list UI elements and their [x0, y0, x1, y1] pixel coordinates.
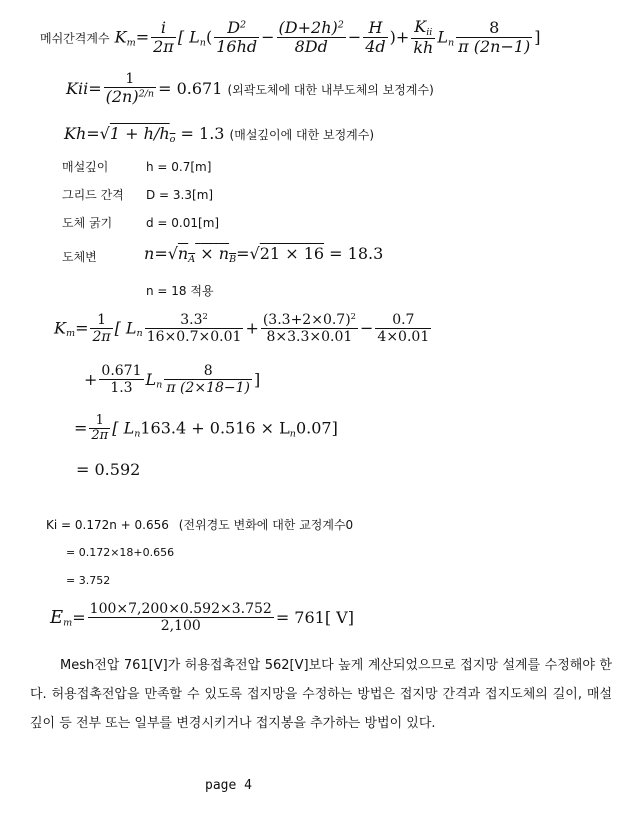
eq-kmc-eq: = — [75, 318, 89, 338]
eq-kmc-step2-coef — [89, 414, 110, 444]
eq-km-f5-num: 8 — [456, 19, 532, 38]
eq-n-result: = 18.3 — [329, 244, 384, 263]
eq-kmc-ln-sub: n — [136, 328, 143, 340]
eq-n-label: 도체변 — [62, 250, 97, 264]
param-value: h = 0.7[m] — [146, 160, 212, 174]
eq-kmc-step2-a: [ L — [112, 418, 135, 438]
eq-km-minus1: − — [261, 27, 275, 47]
eq-km-coef-den: 2π — [153, 37, 174, 56]
eq-n-eq: = — [154, 244, 168, 263]
eq-kii-eq: = — [88, 78, 102, 98]
eq-kh-sqrt: √ — [99, 124, 110, 143]
eq-kmc-step2-a-sub: n — [134, 428, 141, 440]
eq-kmc-step2-c: 0.07] — [295, 418, 338, 438]
param-label: 매설깊이 — [62, 160, 109, 174]
eq-ki-note: (전위경도 변화에 대한 교정계수0 — [178, 518, 354, 532]
eq-kmc-f5 — [164, 364, 252, 396]
eq-kii-den: (2n) — [105, 87, 139, 107]
eq-kmc-f2-sup: 2 — [350, 311, 357, 321]
eq-kmc-coef-den: 2π — [92, 328, 111, 345]
eq-kmc-step3: = 0.592 — [76, 460, 141, 479]
eq-n-sqrt: √ — [167, 244, 178, 263]
eq-kmc-lhs-sub: m — [65, 328, 76, 340]
eq-km-calc-line2 — [84, 364, 260, 396]
eq-km-ln-sub: n — [199, 37, 206, 49]
eq-km-ln2: L — [437, 27, 448, 47]
eq-kmc-f3-den: 4×0.01 — [377, 328, 430, 345]
eq-km-f2-den: 8Dd — [294, 37, 328, 56]
eq-ki-line2: = 0.172×18+0.656 — [66, 546, 175, 559]
eq-kmc-f3-num: 0.7 — [375, 313, 431, 329]
eq-kmc-plus2: + — [84, 369, 98, 389]
eq-km-coef — [151, 19, 176, 56]
param-row — [62, 214, 219, 231]
eq-kmc-minus: − — [360, 318, 374, 338]
eq-km-paren-open: ( — [205, 27, 213, 47]
eq-n-times: × — [200, 244, 214, 263]
eq-em-num: 100×7,200×0.592×3.752 — [89, 601, 272, 617]
eq-kmc-step2-b-sub: n — [289, 428, 296, 440]
eq-em-result: = 761[ V] — [275, 607, 354, 627]
eq-ki-line1 — [46, 516, 353, 533]
eq-km-f1-num: D — [227, 18, 241, 38]
eq-km-lhs: K — [114, 27, 127, 47]
eq-kh-radicand — [110, 124, 176, 143]
eq-kh-radicand-text: 1 + h/h — [109, 124, 170, 143]
eq-kmc-step2-b: 163.4 + 0.516 × L — [140, 418, 290, 438]
eq-kmc-coef — [90, 313, 112, 345]
eq-kmc-f1-den: 16×0.7×0.01 — [146, 329, 242, 346]
eq-kmc-f1 — [145, 312, 244, 346]
eq-km-f5 — [456, 19, 532, 56]
eq-n-applied: n = 18 적용 — [146, 284, 214, 298]
eq-n-nb-sub: B — [229, 253, 237, 265]
eq-kii-note: (외곽도체에 대한 내부도체의 보정계수) — [227, 82, 434, 97]
eq-ki-lhs: Ki — [46, 518, 58, 532]
eq-kmc-step2-eq: = — [74, 418, 88, 438]
eq-n-radicand — [178, 244, 236, 263]
eq-kii — [66, 72, 434, 107]
param-value: d = 0.01[m] — [146, 216, 220, 230]
eq-n-mid: = — [236, 244, 250, 263]
eq-kmc-open: [ L — [114, 318, 137, 338]
eq-em-lhs: E — [50, 606, 64, 628]
eq-km-f3 — [363, 19, 387, 56]
eq-em-lhs-sub: m — [63, 617, 73, 629]
eq-kmc-f1-sup: 2 — [202, 311, 208, 321]
param-value: D = 3.3[m] — [146, 188, 214, 202]
param-row — [62, 186, 213, 203]
body-paragraph: Mesh전압 761[V]가 허용접촉전압 562[V]보다 높게 계산되었으므로 접지망 설계를 수정해야 한다. 허용접촉전압을 만족할 수 있도록 접지망을 수정하는 방법은 접지망 간격과 접지도체의 길이, 매설깊이 등 전부 또는 일부를 변경시키거나 접지봉을 추가하는 방법이 있다. — [30, 658, 612, 731]
eq-km-open: [ L — [177, 27, 200, 47]
eq-kmc-f4 — [99, 364, 143, 396]
page-number: page 4 — [205, 778, 252, 793]
eq-kmc-f2 — [261, 312, 358, 346]
eq-kmc-f2-num: (3.3+2×0.7) — [262, 312, 351, 329]
param-label: 그리드 간격 — [62, 188, 124, 202]
eq-n — [144, 244, 383, 265]
eq-kmc-ln2-sub: n — [156, 379, 163, 391]
eq-kii-lhs: Kii — [66, 78, 89, 98]
eq-km-calc-line1 — [54, 312, 433, 346]
eq-km-minus2: − — [347, 27, 362, 47]
eq-km-f3-num: H — [363, 19, 387, 38]
eq-kh-result: = 1.3 — [180, 124, 225, 143]
eq-kh-note: (매설깊이에 대한 보정계수) — [229, 128, 375, 142]
eq-kmc-coef-num: 1 — [90, 313, 112, 329]
eq-km-f2 — [277, 19, 346, 56]
eq-kmc-f1-num: 3.3 — [180, 312, 203, 329]
eq-kmc-f3 — [375, 313, 431, 345]
eq-kmc-lhs: K — [54, 318, 66, 338]
eq-km-f4 — [411, 18, 435, 58]
eq-kh — [64, 124, 374, 145]
eq-km-f1-den: 16hd — [216, 37, 258, 56]
eq-kmc-f4-den: 1.3 — [110, 380, 133, 397]
eq-km-lhs-sub: m — [126, 37, 136, 49]
eq-n-na-sub: A — [188, 253, 196, 265]
eq-km-label: 메쉬간격계수 — [40, 31, 110, 46]
eq-km-paren-close: )+ — [389, 27, 410, 47]
eq-ki-line3: = 3.752 — [66, 574, 111, 587]
eq-kh-lhs: Kh — [64, 124, 87, 143]
eq-kmc-f4-num: 0.671 — [101, 363, 142, 379]
eq-km-ln2-sub: n — [447, 37, 455, 49]
eq-km-f4-sub: ii — [426, 26, 433, 38]
eq-kii-den-sup: 2/n — [138, 88, 155, 100]
eq-km-f2-num: (D+2h) — [278, 18, 338, 38]
eq-km-f2-sup: 2 — [337, 19, 344, 31]
eq-kmc-f5-num: 8 — [164, 364, 252, 380]
param-label: 도체 굵기 — [62, 216, 113, 230]
eq-kmc-step2-coef-den: 2π — [91, 428, 109, 444]
eq-kmc-f5-den: π (2×18−1) — [166, 380, 250, 397]
eq-kii-num: 1 — [104, 72, 156, 88]
eq-em-eq: = — [72, 607, 86, 627]
eq-kii-frac — [104, 72, 156, 107]
eq-n-lhs: n — [144, 244, 155, 263]
eq-em — [50, 602, 354, 634]
eq-km-f1 — [214, 19, 259, 56]
eq-km-f4-num: K — [414, 17, 427, 36]
eq-km-f4-den: kh — [413, 38, 434, 58]
eq-km-calc-line3 — [74, 414, 338, 444]
eq-km-f3-den: 4d — [365, 37, 386, 56]
eq-n-radicand2: 21 × 16 — [259, 244, 325, 263]
eq-n-na: n — [177, 244, 189, 263]
eq-kmc-step2-coef-num: 1 — [89, 414, 110, 429]
eq-km-f1-sup: 2 — [240, 19, 247, 31]
eq-ki-eq: = 0.172n + 0.656 — [61, 518, 169, 532]
eq-km-coef-num: i — [151, 19, 176, 38]
eq-kmc-f2-den: 8×3.3×0.01 — [266, 329, 353, 346]
eq-n-nb: n — [218, 244, 230, 263]
eq-kmc-ln2: L — [145, 369, 157, 389]
eq-kmc-plus: + — [245, 318, 259, 338]
eq-kh-radicand-sub: o — [169, 133, 176, 145]
eq-km-general: 메쉬간격계수 $K_m=$ $\frac{i}{2\pi}$ [ $L_n$( $\frac{D^2}{16hd}$ − $\frac{(D+2h)^2}{8Dd}$ − $\frac{H}{4d}$ )+ $\frac{K_{ii}}{kh}$ $L_n$ $\frac{8}{\pi (2n-1)}$ ] — [40, 17, 541, 58]
eq-n-sqrt2: √ — [249, 244, 260, 263]
eq-em-den: 2,100 — [160, 618, 201, 635]
eq-km-close: ] — [534, 27, 541, 47]
eq-kh-eq: = — [86, 124, 100, 143]
param-row — [62, 158, 211, 175]
eq-em-frac — [88, 602, 274, 634]
eq-kmc-close: ] — [253, 369, 261, 389]
eq-km-f5-den: π (2n−1) — [458, 37, 531, 56]
eq-kii-result: = 0.671 — [158, 78, 223, 98]
